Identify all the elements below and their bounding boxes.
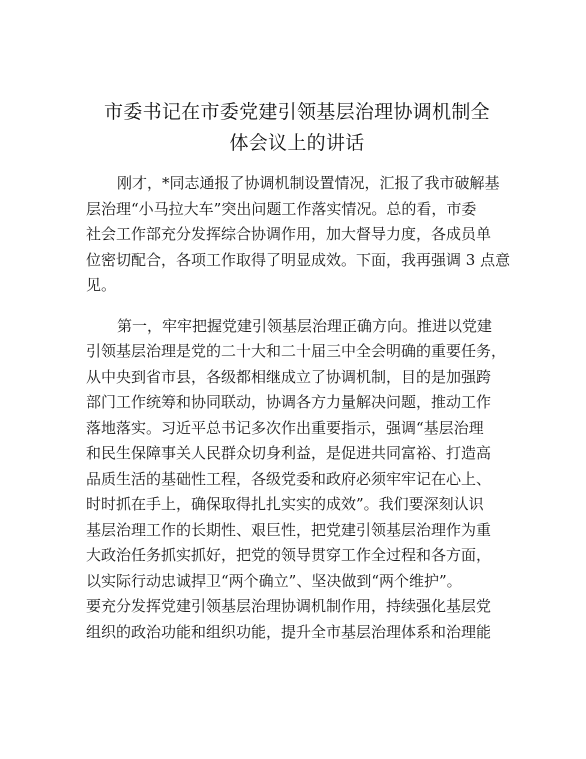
text-line: 引领基层治理是党的二十大和二十届三中全会明确的重要任务， xyxy=(86,342,507,360)
text-line: 时时抓在手上，确保取得扎扎实实的成效”。我们要深刻认识 xyxy=(86,495,484,513)
text-line: 第一，牢牢把握党建引领基层治理正确方向。推进以党建 xyxy=(117,316,493,335)
paragraph-intro xyxy=(86,171,511,299)
text-line: 品质生活的基础性工程，各级党委和政府必须牢牢记在心上、 xyxy=(86,469,492,488)
paragraph-point-one xyxy=(86,314,508,646)
document-title xyxy=(86,97,508,159)
text-line: 组织的政治功能和组织功能，提升全市基层治理体系和治理能 xyxy=(86,622,492,641)
text-line: 基层治理工作的长期性、艰巨性，把党建引领基层治理作为重 xyxy=(86,520,492,539)
title-line: 体会议上的讲话 xyxy=(229,132,365,154)
text-line: 落地落实。习近平总书记多次作出重要指示，强调“基层治理 xyxy=(86,418,484,437)
text-line: 要充分发挥党建引领基层治理协调机制作用，持续强化基层党 xyxy=(86,597,492,615)
title-line: 市委书记在市委党建引领基层治理协调机制全 xyxy=(103,101,490,123)
text-line: 大政治任务抓实抓好，把党的领导贯穿工作全过程和各方面， xyxy=(86,546,492,564)
text-line: 从中央到省市县，各级都相继成立了协调机制，目的是加强跨 xyxy=(86,367,492,386)
text-line: 层治理“小马拉大车”突出问题工作落实情况。总的看，市委 xyxy=(86,199,477,218)
text-line: 和民生保障事关人民群众切身利益，是促进共同富裕、打造高 xyxy=(86,444,492,462)
text-line: 社会工作部充分发挥综合协调作用，加大督导力度，各成员单 xyxy=(86,225,492,243)
text-line: 刚才，*同志通报了协调机制设置情况，汇报了我市破解基 xyxy=(117,174,500,192)
text-line: 以实际行动忠诚捍卫“两个确立”、坚决做到“两个维护”。 xyxy=(86,571,462,590)
text-line: 部门工作统筹和协同联动，协调各方力量解决问题，推动工作 xyxy=(86,393,492,411)
text-line: 位密切配合，各项工作取得了明显成效。下面，我再强调 3 点意 xyxy=(86,250,511,269)
text-line: 见。 xyxy=(86,276,117,294)
